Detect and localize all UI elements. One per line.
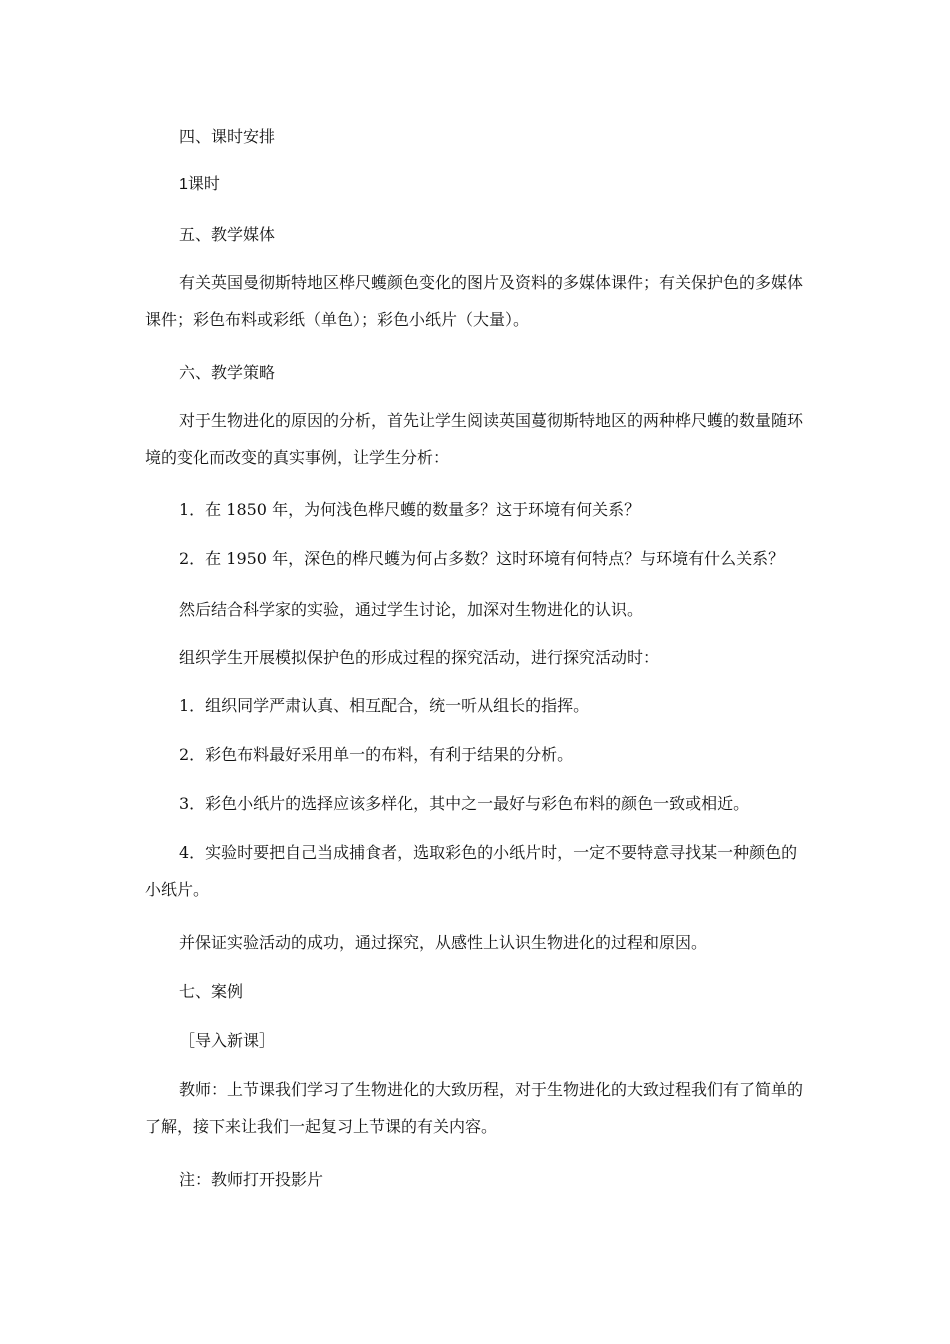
media-text: 有关英国曼彻斯特地区桦尺蠖颜色变化的图片及资料的多媒体课件；有关保护色的多媒体课件；彩色布料或彩纸（单色）；彩色小纸片（大量）。: [145, 273, 804, 329]
teacher-dialogue: 教师：上节课我们学习了生物进化的大致历程，对于生物进化的大致过程我们有了简单的了解，接下来让我们一起复习上节课的有关内容。: [145, 1080, 804, 1136]
strategy-intro: 对于生物进化的原因的分析，首先让学生阅读英国蔓彻斯特地区的两种桦尺蠖的数量随环境的变化而改变的真实事例，让学生分析：: [145, 411, 804, 467]
case-lead-in-heading: ［导入新课］: [179, 1031, 276, 1050]
section-heading-case: 七、案例: [179, 982, 244, 1001]
teacher-note: 注：教师打开投影片: [179, 1170, 324, 1189]
strategy-question-1: 1．在 1850 年，为何浅色桦尺蠖的数量多？这于环境有何关系？: [179, 500, 641, 519]
activity-item-1: 1．组织同学严肃认真、相互配合，统一听从组长的指挥。: [179, 696, 590, 715]
section-heading-media: 五、教学媒体: [179, 225, 276, 244]
activity-item-2: 2．彩色布料最好采用单一的布料，有利于结果的分析。: [179, 745, 574, 764]
activity-conclusion: 并保证实验活动的成功，通过探究，从感性上认识生物进化的过程和原因。: [179, 933, 708, 952]
activity-intro: 组织学生开展模拟保护色的形成过程的探究活动，进行探究活动时：: [179, 648, 660, 667]
activity-item-4: 4．实验时要把自己当成捕食者，选取彩色的小纸片时，一定不要特意寻找某一种颜色的小纸片。: [145, 843, 798, 899]
activity-item-3: 3．彩色小纸片的选择应该多样化，其中之一最好与彩色布料的颜色一致或相近。: [179, 794, 750, 813]
section-heading-schedule: 四、课时安排: [179, 127, 276, 146]
strategy-question-2: 2．在 1950 年，深色的桦尺蠖为何占多数？这时环境有何特点？与环境有什么关系？: [179, 549, 785, 568]
strategy-followup: 然后结合科学家的实验，通过学生讨论，加深对生物进化的认识。: [179, 600, 644, 619]
schedule-text: 1课时: [179, 176, 220, 193]
section-heading-strategy: 六、教学策略: [179, 363, 276, 382]
